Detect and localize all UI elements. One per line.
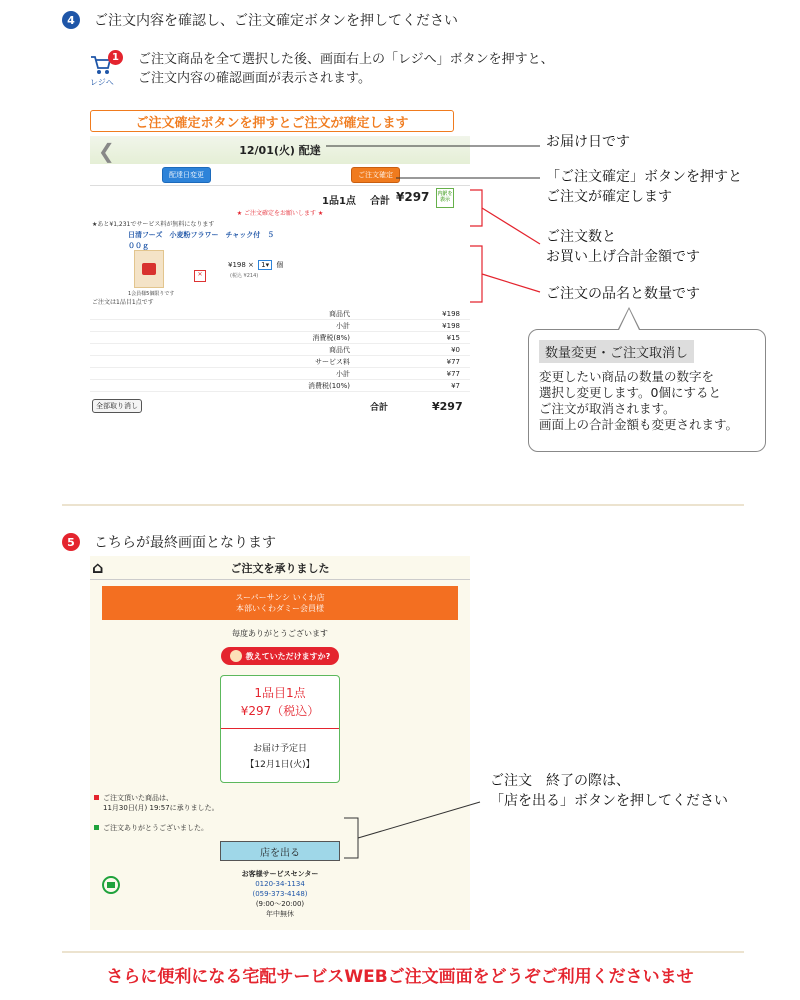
- detail-button[interactable]: 内訳を表示: [436, 188, 454, 208]
- step-number: 4: [62, 11, 80, 29]
- cancel-all-button[interactable]: 全部取り消し: [92, 399, 142, 413]
- callout-item: ご注文の品名と数量です: [546, 286, 700, 302]
- free-service-note: ★あと¥1,231でサービス料が無料になります: [92, 221, 215, 228]
- exit-store-button[interactable]: 店を出る: [220, 841, 340, 861]
- callout-count-1: ご注文数と: [546, 229, 616, 245]
- qty-box-title: 数量変更・ご注文取消し: [539, 340, 694, 363]
- divider: [62, 951, 744, 953]
- fee-value: ¥0: [451, 345, 460, 354]
- cs-hours: (9:00〜20:00): [255, 900, 305, 908]
- msg-line: ご注文ありがとうございました。: [103, 824, 208, 832]
- quantity-select[interactable]: 1▾: [258, 260, 272, 270]
- fee-value: ¥77: [446, 357, 460, 366]
- change-date-button[interactable]: 配達日変更: [162, 167, 211, 183]
- step-title: こちらが最終画面となります: [94, 535, 276, 551]
- cs-days: 年中無休: [266, 910, 294, 918]
- step-title: ご注文内容を確認し、ご注文確定ボタンを押してください: [94, 13, 458, 29]
- delete-icon[interactable]: ✕: [194, 270, 206, 282]
- note-line-1: ご注文商品を全て選択した後、画面右上の「レジへ」ボタンを押すと、: [138, 52, 554, 67]
- fee-value: ¥77: [446, 369, 460, 378]
- qty-unit: 個: [276, 261, 284, 269]
- callout-confirm-1: 「ご注文確定」ボタンを押すと: [546, 169, 742, 185]
- exit-callout-2: 「店を出る」ボタンを押してください: [490, 793, 728, 809]
- unit-price: ¥198 ×: [228, 261, 254, 269]
- result-price: ¥297（税込）: [240, 704, 320, 718]
- fee-label: 商品代: [329, 309, 350, 318]
- fee-value: ¥198: [442, 309, 460, 318]
- item-count: 1品1点: [322, 196, 356, 207]
- grand-total-value: ¥297: [432, 399, 463, 413]
- fee-label: 小計: [336, 321, 350, 330]
- divider: [62, 504, 744, 506]
- result-items: 1品目1点: [254, 686, 306, 700]
- qty-box-line: 変更したい商品の数量の数字を: [539, 369, 715, 384]
- order-result-box: [220, 675, 340, 783]
- quantity-change-box: [528, 329, 766, 452]
- note-line-2: ご注文内容の確認画面が表示されます。: [138, 71, 371, 86]
- callout-count-2: お買い上げ合計金額です: [546, 249, 700, 265]
- cs-tel-2[interactable]: (059-373-4148): [252, 890, 308, 898]
- fee-label: 小計: [336, 369, 350, 378]
- limit-note: 1会員様5個限りです: [128, 291, 175, 297]
- footer-message: さらに便利になる宅配サービスWEBご注文画面をどうぞご利用くださいませ: [106, 967, 694, 987]
- fee-label: 消費税(10%): [307, 381, 350, 390]
- callout-confirm-2: ご注文が確定します: [546, 189, 672, 205]
- cart-badge: 1: [108, 50, 123, 65]
- survey-label: 教えていただけますか?: [245, 651, 331, 661]
- member-name: 本部いくわダミー会員様: [236, 604, 324, 613]
- home-icon[interactable]: ⌂: [92, 558, 104, 577]
- msg-line: ご注文頂いた商品は、: [103, 794, 173, 802]
- msg-line: 11月30日(月) 19:57に承りました。: [103, 804, 219, 812]
- tax-included: (税込 ¥214): [230, 273, 259, 279]
- step-number: 5: [62, 533, 80, 551]
- fee-label: サービス料: [315, 357, 350, 366]
- product-name[interactable]: 日清フーズ 小麦粉フラワー チャック付 ５００ｇ: [128, 231, 275, 250]
- face-icon: [230, 650, 242, 662]
- qty-box-line: 画面上の合計金額も変更されます。: [539, 417, 739, 432]
- fee-value: ¥15: [446, 333, 460, 342]
- qty-box-line: ご注文が取消されます。: [539, 401, 676, 416]
- cs-tel-1[interactable]: 0120-34-1134: [255, 880, 305, 888]
- confirm-banner: ご注文確定ボタンを押すとご注文が確定します: [90, 110, 454, 132]
- order-summary: ご注文は1品目1点です: [92, 299, 154, 306]
- survey-button[interactable]: [221, 647, 339, 665]
- exit-callout-1: ご注文 終了の際は、: [490, 773, 630, 789]
- store-name: スーパーサンシ いくわ店: [235, 593, 325, 602]
- delivery-date-title: 12/01(火) 配達: [239, 144, 321, 157]
- screen-topbar: [90, 556, 470, 580]
- complete-title: ご注文を承りました: [230, 561, 330, 575]
- fee-label: 商品代: [329, 345, 350, 354]
- cs-title: お客様サービスセンター: [241, 870, 319, 878]
- fee-value: ¥198: [442, 321, 460, 330]
- delivery-date: 【12月1日(火)】: [245, 759, 315, 770]
- fee-label: 消費税(8%): [312, 333, 350, 342]
- thanks-text: 毎度ありがとうございます: [232, 629, 328, 638]
- qty-box-line: 選択し変更します。0個にすると: [539, 385, 721, 400]
- back-chevron-icon[interactable]: ❮: [98, 139, 115, 163]
- cart-label: レジへ: [90, 78, 114, 87]
- fee-value: ¥7: [451, 381, 460, 390]
- confirm-note: ★ ご注文確定をお願いします ★: [236, 210, 324, 217]
- delivery-label: お届け予定日: [252, 743, 307, 754]
- confirm-order-button[interactable]: ご注文確定: [351, 167, 400, 183]
- bubble-tail-inner: [619, 309, 639, 330]
- quantity-value: 1: [261, 261, 266, 269]
- store-bar: [102, 586, 458, 620]
- step-5-heading: [62, 532, 276, 552]
- grand-total-label: 合計: [370, 402, 389, 413]
- callout-delivery-date: お届け日です: [546, 134, 630, 150]
- total-label: 合計: [370, 196, 390, 207]
- total-value: ¥297: [396, 190, 430, 204]
